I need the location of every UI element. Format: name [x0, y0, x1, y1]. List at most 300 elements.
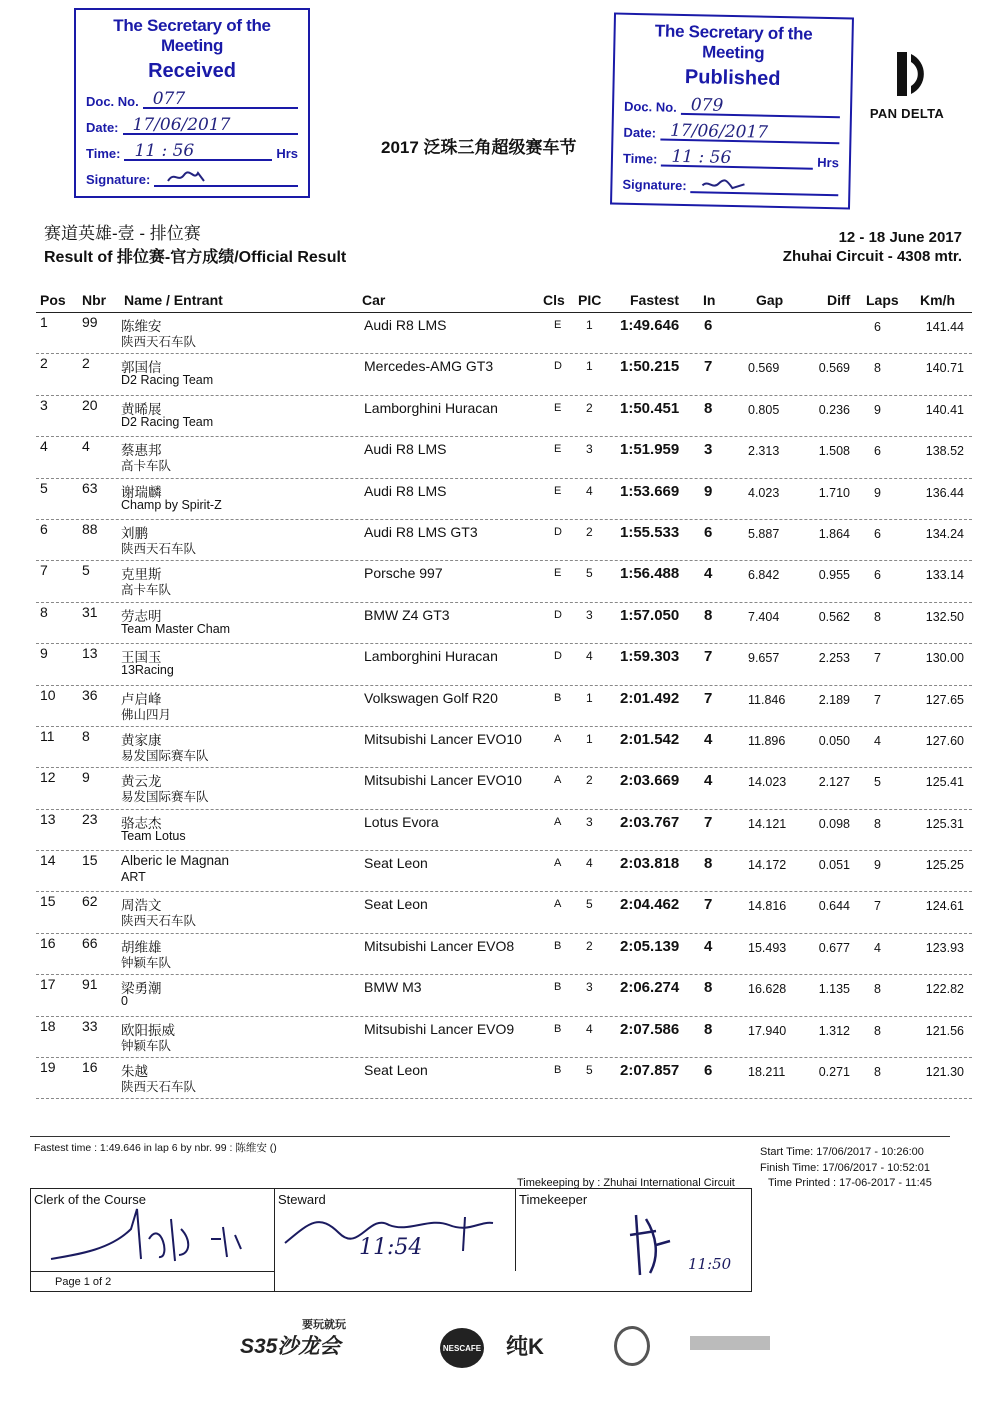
cell-pic: 2 [586, 773, 593, 788]
cell-name: 陈维安 [121, 319, 162, 334]
cell-diff: 0.955 [818, 568, 850, 583]
cell-cls: A [554, 857, 562, 870]
cell-fastest: 2:03.818 [620, 855, 680, 873]
finish-time: Finish Time: 17/06/2017 - 10:52:01 [760, 1161, 930, 1174]
cell-nbr: 99 [82, 314, 98, 330]
cell-laps: 8 [874, 1023, 881, 1038]
cell-cls: A [554, 898, 562, 911]
cell-pos: 1 [40, 314, 48, 330]
cell-diff: 1.312 [818, 1023, 850, 1038]
cell-pic: 1 [586, 318, 593, 332]
cell-fastest: 1:50.451 [620, 399, 680, 417]
stamp-time-unit: Hrs [817, 154, 840, 171]
cell-cls: E [554, 443, 562, 456]
cell-kmh: 121.30 [925, 1065, 964, 1080]
stamp-time-value: 11 : 56 [661, 149, 813, 170]
cell-name: 梁勇潮 [121, 981, 162, 997]
cell-gap: 15.493 [748, 940, 787, 955]
signature-box [30, 1188, 752, 1292]
table-row [36, 851, 972, 892]
clerk-of-course-cell [31, 1189, 275, 1271]
cell-cls: A [554, 815, 562, 828]
cell-diff: 0.098 [818, 816, 850, 831]
timekeeper-cell [516, 1189, 753, 1271]
cell-team: Team Lotus [121, 828, 186, 843]
table-row [36, 934, 972, 975]
cell-gap: 14.172 [748, 858, 787, 873]
cell-car: Lotus Evora [364, 813, 439, 830]
cell-nbr: 20 [82, 396, 98, 413]
cell-car: Mitsubishi Lancer EVO9 [364, 1020, 515, 1037]
sponsor-emblem-icon [614, 1326, 650, 1366]
table-row [36, 396, 972, 437]
cell-fastest: 2:07.857 [620, 1062, 680, 1080]
cell-in: 8 [704, 399, 713, 417]
cell-fastest: 1:57.050 [620, 606, 680, 624]
cell-laps: 4 [874, 940, 881, 955]
session-title: 赛道英雄-壹 - 排位赛 [44, 224, 201, 243]
cell-nbr: 9 [82, 769, 90, 786]
table-row [36, 479, 972, 520]
cell-team: 陕西天石车队 [121, 335, 197, 349]
cell-fastest: 1:56.488 [620, 565, 680, 583]
cell-team: 0 [121, 994, 128, 1009]
cell-team: Team Master Cham [121, 621, 231, 636]
cell-fastest: 1:55.533 [620, 523, 680, 541]
cell-name: 劳志明 [121, 608, 162, 624]
cell-pos: 10 [40, 686, 56, 703]
header-name: Name / Entrant [124, 292, 223, 308]
cell-laps: 9 [874, 402, 881, 417]
stamp-doc-label: Doc. No. [623, 98, 677, 115]
cell-car: Mercedes-AMG GT3 [364, 358, 494, 375]
cell-fastest: 2:01.492 [620, 689, 680, 707]
cell-nbr: 62 [82, 893, 98, 910]
cell-nbr: 36 [82, 686, 98, 703]
stamp-state: Received [148, 60, 236, 82]
cell-team: Champ by Spirit-Z [121, 497, 222, 512]
cell-name: 欧阳振威 [121, 1022, 175, 1038]
cell-car: Audi R8 LMS GT3 [364, 523, 478, 540]
cell-name: 周浩文 [121, 898, 162, 914]
cell-pos: 3 [40, 396, 48, 413]
cell-cls: E [554, 319, 562, 331]
results-table-header [36, 291, 972, 313]
stamp-date-label: Date: [86, 120, 119, 135]
cell-laps: 9 [874, 858, 881, 873]
stamp-doc-row [86, 91, 298, 109]
cell-in: 8 [704, 1020, 713, 1038]
stamp-sig-row [622, 174, 838, 197]
table-row [36, 644, 972, 685]
cell-cls: A [554, 732, 562, 745]
stamp-state: Published [684, 66, 781, 91]
stamp-time-label: Time: [622, 150, 658, 167]
fastest-time-note: Fastest time : 1:49.646 in lap 6 by nbr. 99 : 陈维安 () [34, 1142, 277, 1154]
cell-pic: 4 [586, 856, 593, 871]
published-stamp [610, 13, 854, 210]
cell-nbr: 91 [82, 976, 98, 993]
cell-cls: B [554, 691, 562, 704]
cell-nbr: 8 [82, 727, 90, 744]
cell-laps: 6 [874, 526, 881, 541]
cell-fastest: 1:49.646 [620, 317, 680, 334]
cell-pos: 2 [40, 355, 48, 372]
table-row [36, 892, 972, 933]
cell-fastest: 2:04.462 [620, 896, 680, 914]
cell-team: D2 Racing Team [121, 414, 214, 429]
cell-laps: 8 [874, 609, 881, 624]
cell-pos: 8 [40, 603, 48, 620]
cell-kmh: 125.25 [925, 858, 964, 873]
cell-car: Lamborghini Huracan [364, 399, 498, 416]
cell-gap: 11.846 [748, 692, 786, 707]
table-row [36, 313, 972, 354]
cell-diff: 0.677 [818, 940, 850, 955]
cell-laps: 9 [874, 485, 881, 500]
cell-nbr: 5 [82, 562, 90, 579]
cell-fastest: 2:05.139 [620, 937, 680, 955]
cell-car: Seat Leon [364, 1062, 428, 1079]
sponsor-s35: S35沙龙会 [240, 1335, 341, 1358]
sponsor-strip [210, 1320, 780, 1370]
cell-gap: 6.842 [748, 568, 780, 583]
cell-fastest: 2:06.274 [620, 979, 680, 997]
cell-laps: 5 [874, 775, 881, 790]
cell-pos: 6 [40, 520, 48, 537]
header-pos: Pos [40, 292, 66, 308]
cell-pic: 3 [586, 442, 593, 457]
cell-in: 8 [704, 855, 713, 873]
cell-pos: 4 [40, 438, 48, 455]
pan-delta-logo [862, 50, 952, 125]
cell-car: Mitsubishi Lancer EVO10 [364, 772, 522, 789]
cell-car: Seat Leon [364, 896, 428, 913]
cell-name: 卢启峰 [121, 691, 162, 707]
stamp-doc-value: 077 [143, 91, 298, 109]
header-nbr: Nbr [82, 292, 107, 308]
cell-pic: 3 [586, 980, 593, 995]
cell-in: 7 [704, 648, 713, 666]
cell-cls: B [554, 981, 562, 994]
cell-car: Lamborghini Huracan [364, 648, 498, 665]
cell-cls: E [554, 484, 562, 497]
cell-pic: 4 [586, 649, 593, 664]
cell-team: 佛山四月 [121, 707, 172, 722]
cell-fastest: 1:59.303 [620, 648, 680, 666]
cell-name: Alberic le Magnan [121, 853, 230, 869]
cell-laps: 8 [874, 816, 881, 831]
cell-diff: 1.864 [818, 526, 850, 541]
steward-cell [275, 1189, 516, 1271]
cell-pic: 5 [586, 897, 593, 912]
cell-in: 6 [704, 523, 713, 541]
stamp-sig-row [86, 169, 298, 187]
table-row [36, 686, 972, 727]
cell-pos: 7 [40, 562, 48, 579]
cell-pic: 5 [586, 1063, 593, 1078]
cell-cls: B [554, 1022, 562, 1035]
stamp-date-value: 17/06/2017 [660, 123, 840, 145]
cell-in: 7 [704, 358, 713, 376]
footer-divider [30, 1136, 950, 1137]
circuit-info: Zhuhai Circuit - 4308 mtr. [782, 248, 962, 265]
cell-pos: 14 [40, 852, 56, 869]
stamp-time-row [623, 148, 839, 171]
session-times [760, 1145, 952, 1192]
cell-kmh: 123.93 [925, 940, 964, 955]
cell-fastest: 2:03.669 [620, 772, 680, 790]
cell-kmh: 127.60 [925, 733, 964, 748]
table-row [36, 1058, 972, 1099]
page-number: Page 1 of 2 [31, 1271, 275, 1292]
timekeeping-by: Timekeeping by : Zhuhai International Circuit [517, 1177, 735, 1189]
cell-in: 3 [704, 441, 713, 459]
stamp-signature [154, 169, 298, 187]
cell-pic: 5 [586, 566, 593, 581]
header-gap: Gap [756, 292, 784, 308]
cell-nbr: 63 [82, 479, 98, 496]
cell-nbr: 2 [82, 355, 90, 372]
cell-in: 7 [704, 813, 713, 831]
stamp-date-row [623, 122, 839, 145]
cell-diff: 1.135 [818, 982, 850, 997]
cell-kmh: 136.44 [925, 485, 964, 500]
cell-cls: D [554, 650, 562, 663]
cell-diff: 2.253 [818, 651, 850, 666]
stamp-doc-value: 079 [681, 97, 841, 118]
cell-in: 4 [704, 730, 713, 748]
cell-gap: 14.023 [748, 775, 787, 790]
cell-pos: 15 [40, 893, 56, 910]
cell-team: 高卡车队 [121, 583, 172, 598]
cell-car: Audi R8 LMS [364, 441, 447, 458]
cell-car: Porsche 997 [364, 565, 443, 582]
cell-team: 陕西天石车队 [121, 541, 197, 556]
steward-label: Steward [278, 1192, 326, 1207]
cell-laps: 7 [874, 651, 881, 666]
clerk-label: Clerk of the Course [34, 1192, 146, 1207]
cell-cls: E [554, 401, 562, 414]
table-row [36, 520, 972, 561]
cell-car: Mitsubishi Lancer EVO8 [364, 937, 515, 954]
cell-fastest: 1:51.959 [620, 441, 680, 459]
sponsor-logo-icon [690, 1336, 770, 1350]
cell-name: 郭国信 [121, 360, 162, 376]
stamp-doc-row [624, 96, 840, 119]
cell-kmh: 130.00 [925, 651, 964, 666]
logo-text: PAN DELTA [869, 106, 945, 121]
cell-kmh: 125.31 [925, 816, 964, 831]
cell-pic: 2 [586, 400, 593, 415]
cell-name: 克里斯 [121, 567, 162, 583]
start-time: Start Time: 17/06/2017 - 10:26:00 [760, 1146, 924, 1158]
cell-team: 易发国际赛车队 [121, 790, 209, 805]
cell-in: 7 [704, 689, 713, 707]
cell-cls: B [554, 1064, 562, 1077]
cell-diff: 0.051 [818, 858, 850, 873]
steward-sign-time: 11:54 [359, 1235, 423, 1260]
cell-pos: 12 [40, 769, 56, 786]
cell-name: 刘鹏 [121, 525, 148, 541]
cell-name: 黄晞展 [121, 401, 162, 417]
cell-pos: 19 [40, 1059, 56, 1076]
table-row [36, 437, 972, 478]
cell-team: ART [121, 870, 146, 885]
cell-diff: 0.236 [818, 402, 850, 417]
cell-team: 易发国际赛车队 [121, 748, 209, 763]
cell-nbr: 88 [82, 520, 98, 537]
stamp-date-label: Date: [623, 124, 657, 141]
stamp-time-unit: Hrs [276, 146, 298, 161]
cell-laps: 6 [874, 568, 881, 583]
cell-kmh: 122.82 [925, 982, 964, 997]
cell-laps: 7 [874, 692, 881, 707]
cell-diff: 2.127 [818, 775, 850, 790]
cell-pic: 3 [586, 607, 593, 622]
cell-gap: 0.805 [748, 402, 780, 417]
cell-name: 骆志杰 [121, 815, 162, 831]
header-cls: Cls [543, 292, 565, 308]
cell-pos: 11 [40, 727, 55, 744]
cell-pos: 5 [40, 479, 48, 496]
header-kmh: Km/h [920, 292, 955, 308]
cell-pic: 4 [586, 483, 593, 498]
cell-in: 8 [704, 606, 713, 624]
timekeeper-signature [626, 1205, 676, 1285]
cell-in: 6 [704, 1062, 713, 1080]
cell-pic: 3 [586, 814, 593, 829]
cell-nbr: 15 [82, 852, 98, 869]
cell-nbr: 31 [82, 603, 98, 620]
cell-cls: D [554, 608, 562, 621]
cell-nbr: 66 [82, 934, 98, 951]
stamp-date-value: 17/06/2017 [123, 117, 298, 135]
table-row [36, 561, 972, 602]
cell-kmh: 140.41 [925, 402, 964, 417]
cell-cls: D [554, 360, 562, 373]
header-car: Car [362, 292, 386, 308]
cell-gap: 5.887 [748, 526, 780, 541]
cell-diff: 0.271 [818, 1065, 850, 1080]
cell-car: Seat Leon [364, 855, 428, 872]
stamp-title: The Secretary of the Meeting [113, 16, 271, 55]
cell-fastest: 2:03.767 [620, 813, 680, 831]
cell-in: 8 [704, 979, 713, 997]
sponsor-tagline: 要玩就玩 [302, 1319, 346, 1331]
cell-kmh: 140.71 [925, 361, 964, 376]
results-table-body [36, 313, 972, 1099]
stamp-time-label: Time: [86, 146, 121, 161]
header-pic: PIC [578, 292, 602, 308]
timekeeper-sign-time: 11:50 [688, 1255, 732, 1273]
table-row [36, 1017, 972, 1058]
cell-team: 高卡车队 [121, 459, 172, 474]
timekeeper-label: Timekeeper [519, 1192, 588, 1207]
cell-pic: 1 [586, 690, 593, 705]
cell-in: 4 [704, 772, 713, 790]
cell-name: 谢瑞麟 [121, 484, 162, 500]
stamp-title: The Secretary of the Meeting [654, 21, 813, 63]
cell-pos: 9 [40, 645, 48, 662]
stamp-time-row [86, 143, 298, 161]
cell-laps: 8 [874, 982, 881, 997]
cell-kmh: 133.14 [925, 568, 964, 583]
table-row [36, 810, 972, 851]
stamp-time-value: 11 : 56 [124, 143, 272, 161]
cell-laps: 8 [874, 1065, 881, 1080]
cell-car: Volkswagen Golf R20 [364, 689, 498, 706]
cell-car: Mitsubishi Lancer EVO10 [364, 730, 522, 747]
cell-team: 陕西天石车队 [121, 1080, 197, 1095]
cell-gap: 4.023 [748, 485, 780, 500]
cell-diff: 2.189 [818, 692, 850, 707]
cell-name: 朱越 [121, 1064, 148, 1080]
cell-car: BMW Z4 GT3 [364, 606, 450, 623]
cell-gap: 2.313 [748, 444, 780, 459]
cell-nbr: 16 [82, 1059, 98, 1076]
cell-car: Audi R8 LMS [364, 482, 447, 499]
cell-name: 蔡惠邦 [121, 443, 162, 459]
cell-gap: 0.569 [748, 361, 780, 376]
cell-nbr: 13 [82, 645, 98, 662]
cell-pos: 17 [40, 976, 56, 993]
cell-gap: 17.940 [748, 1023, 787, 1038]
cell-diff: 0.562 [818, 609, 850, 624]
table-row [36, 603, 972, 644]
cell-kmh: 132.50 [925, 609, 964, 624]
cell-laps: 7 [874, 899, 881, 914]
cell-fastest: 1:50.215 [620, 358, 680, 376]
cell-kmh: 134.24 [925, 526, 964, 541]
cell-team: 陕西天石车队 [121, 914, 197, 929]
pan-delta-logo-icon [877, 50, 937, 98]
cell-team: D2 Racing Team [121, 373, 214, 388]
stamp-doc-label: Doc. No. [86, 94, 139, 109]
stamp-signature [691, 175, 839, 196]
cell-name: 胡维雄 [121, 939, 162, 955]
cell-fastest: 1:53.669 [620, 482, 680, 500]
cell-cls: E [554, 567, 562, 580]
cell-kmh: 125.41 [925, 775, 964, 790]
cell-nbr: 33 [82, 1017, 98, 1034]
cell-pic: 1 [586, 359, 593, 374]
cell-name: 王国玉 [121, 650, 162, 666]
cell-pos: 16 [40, 934, 56, 951]
cell-kmh: 127.65 [925, 692, 964, 707]
cell-in: 4 [704, 937, 713, 955]
cell-diff: 0.050 [818, 733, 850, 748]
cell-cls: D [554, 525, 562, 538]
cell-gap: 7.404 [748, 609, 780, 624]
cell-gap: 11.896 [748, 733, 786, 748]
cell-nbr: 4 [82, 438, 90, 455]
cell-fastest: 2:07.586 [620, 1020, 680, 1038]
cell-name: 黄云龙 [121, 774, 162, 790]
header-laps: Laps [866, 292, 899, 308]
cell-fastest: 2:01.542 [620, 730, 680, 748]
sponsor-nescafe: NESCAFE [440, 1328, 484, 1368]
cell-pic: 4 [586, 1021, 593, 1036]
header-in: In [703, 292, 716, 308]
cell-diff: 1.508 [818, 444, 850, 459]
cell-gap: 14.816 [748, 899, 787, 914]
cell-team: 钟颖车队 [121, 955, 172, 970]
stamp-sig-label: Signature: [86, 172, 151, 187]
event-dates: 12 - 18 June 2017 [838, 229, 962, 246]
cell-laps: 4 [874, 733, 881, 748]
cell-laps: 8 [874, 361, 881, 376]
